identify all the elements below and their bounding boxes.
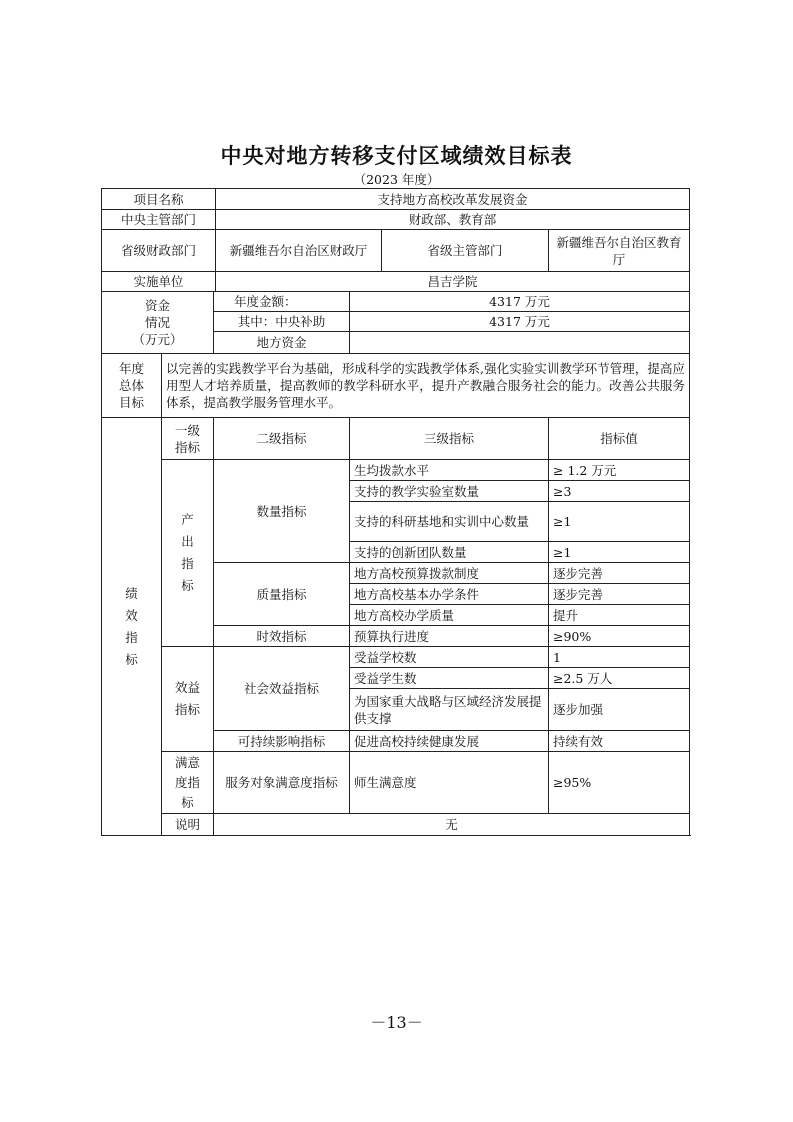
table-row bbox=[102, 752, 690, 814]
row-project-name bbox=[102, 189, 690, 210]
project-name-label: 项目名称 bbox=[102, 189, 216, 210]
level3-value: 1 bbox=[549, 647, 690, 668]
level3-name: 促进高校持续健康发展 bbox=[350, 731, 549, 752]
benefit-indicator-text: 效益指标 bbox=[174, 680, 200, 717]
goal-text: 以完善的实践教学平台为基础，形成科学的实践教学体系,强化实验实训教学环节管理，提高应用型人才培养质量，提高教师的教学科研水平，提升产教融合服务社会的能力。改善公共服务体系，提高教学服务管理水平。 bbox=[162, 354, 690, 418]
level3-name: 地方高校办学质量 bbox=[350, 605, 549, 626]
row-annual-goal bbox=[102, 354, 690, 418]
performance-indicator-label bbox=[102, 418, 162, 836]
impl-unit-value: 昌吉学院 bbox=[216, 272, 690, 292]
level3-value: ≥2.5 万人 bbox=[549, 668, 690, 689]
performance-indicator-text: 绩效指标 bbox=[125, 585, 138, 667]
level3-name: 生均拨款水平 bbox=[350, 460, 549, 481]
funds-local-label: 地方资金 bbox=[214, 332, 350, 354]
level3-value: 逐步完善 bbox=[549, 563, 690, 584]
level3-value: ≥90% bbox=[549, 626, 690, 647]
note-label: 说明 bbox=[162, 814, 214, 836]
level3-value: 提升 bbox=[549, 605, 690, 626]
funds-label-line1: 资金 bbox=[144, 298, 170, 313]
level3-name: 地方高校预算拨款制度 bbox=[350, 563, 549, 584]
note-value: 无 bbox=[214, 814, 690, 836]
level3-name: 支持的科研基地和实训中心数量 bbox=[350, 502, 549, 542]
document-year: （2023 年度） bbox=[353, 172, 440, 187]
row-provincial-depts bbox=[102, 230, 690, 272]
row-indicator-header bbox=[102, 418, 690, 460]
benefit-indicator-label bbox=[162, 647, 214, 752]
table-row bbox=[102, 647, 690, 668]
performance-target-table bbox=[101, 188, 690, 836]
row-central-dept bbox=[102, 210, 690, 230]
funds-annual-label: 年度金额： bbox=[214, 292, 350, 312]
prov-finance-label: 省级财政部门 bbox=[102, 230, 216, 272]
level3-value: 逐步完善 bbox=[549, 584, 690, 605]
quantity-indicator-label: 数量指标 bbox=[214, 460, 350, 563]
central-dept-label: 中央主管部门 bbox=[102, 210, 216, 230]
funds-central-label: 其中：中央补助 bbox=[214, 312, 350, 332]
output-indicator-text: 产出指标 bbox=[181, 512, 194, 593]
social-indicator-label: 社会效益指标 bbox=[214, 647, 350, 731]
funds-central-value: 4317 万元 bbox=[350, 312, 690, 332]
prov-finance-value: 新疆维吾尔自治区财政厅 bbox=[216, 230, 382, 272]
table-row bbox=[102, 460, 690, 481]
central-dept-value: 财政部、教育部 bbox=[216, 210, 690, 230]
level3-name: 支持的教学实验室数量 bbox=[350, 481, 549, 502]
level3-value: ≥1 bbox=[549, 542, 690, 563]
level3-name: 预算执行进度 bbox=[350, 626, 549, 647]
header-level1 bbox=[162, 418, 214, 460]
prov-dept-label: 省级主管部门 bbox=[382, 230, 549, 272]
header-level3: 三级指标 bbox=[350, 418, 549, 460]
document-title: 中央对地方转移支付区域绩效目标表 bbox=[220, 143, 573, 168]
level3-name: 支持的创新团队数量 bbox=[350, 542, 549, 563]
funds-local-value bbox=[350, 332, 690, 354]
funds-annual-value: 4317 万元 bbox=[350, 292, 690, 312]
satisfaction-indicator-text: 满意度指标 bbox=[174, 754, 200, 810]
header-level1-line2: 指标 bbox=[174, 439, 200, 455]
service-indicator-label: 服务对象满意度指标 bbox=[214, 752, 350, 814]
page-number: －13－ bbox=[370, 1013, 423, 1032]
header-level2: 二级指标 bbox=[214, 418, 350, 460]
level3-value: 持续有效 bbox=[549, 731, 690, 752]
level3-name: 师生满意度 bbox=[350, 752, 549, 814]
level3-name: 地方高校基本办学条件 bbox=[350, 584, 549, 605]
goal-label bbox=[102, 354, 162, 418]
prov-dept-value: 新疆维吾尔自治区教育厅 bbox=[549, 230, 690, 272]
row-impl-unit bbox=[102, 272, 690, 292]
output-indicator-label bbox=[162, 460, 214, 647]
quality-indicator-label: 质量指标 bbox=[214, 563, 350, 626]
header-level1-line1: 一级 bbox=[174, 422, 200, 438]
goal-label-line3: 目标 bbox=[118, 395, 144, 410]
funds-label bbox=[102, 292, 214, 354]
row-funds-annual bbox=[102, 292, 690, 312]
satisfaction-indicator-label bbox=[162, 752, 214, 814]
header-value: 指标值 bbox=[549, 418, 690, 460]
funds-label-line3: （万元） bbox=[132, 332, 183, 347]
row-note bbox=[102, 814, 690, 836]
timeliness-indicator-label: 时效指标 bbox=[214, 626, 350, 647]
level3-value: ≥1 bbox=[549, 502, 690, 542]
level3-value: 逐步加强 bbox=[549, 689, 690, 731]
funds-label-line2: 情况 bbox=[144, 315, 170, 330]
sustain-indicator-label: 可持续影响指标 bbox=[214, 731, 350, 752]
level3-value: ≥95% bbox=[549, 752, 690, 814]
level3-value: ≥ 1.2 万元 bbox=[549, 460, 690, 481]
level3-name: 为国家重大战略与区域经济发展提供支撑 bbox=[350, 689, 549, 731]
project-name-value: 支持地方高校改革发展资金 bbox=[216, 189, 690, 210]
impl-unit-label: 实施单位 bbox=[102, 272, 216, 292]
goal-label-line1: 年度 bbox=[118, 361, 144, 376]
level3-name: 受益学校数 bbox=[350, 647, 549, 668]
goal-label-line2: 总体 bbox=[118, 378, 144, 393]
level3-value: ≥3 bbox=[549, 481, 690, 502]
level3-name: 受益学生数 bbox=[350, 668, 549, 689]
